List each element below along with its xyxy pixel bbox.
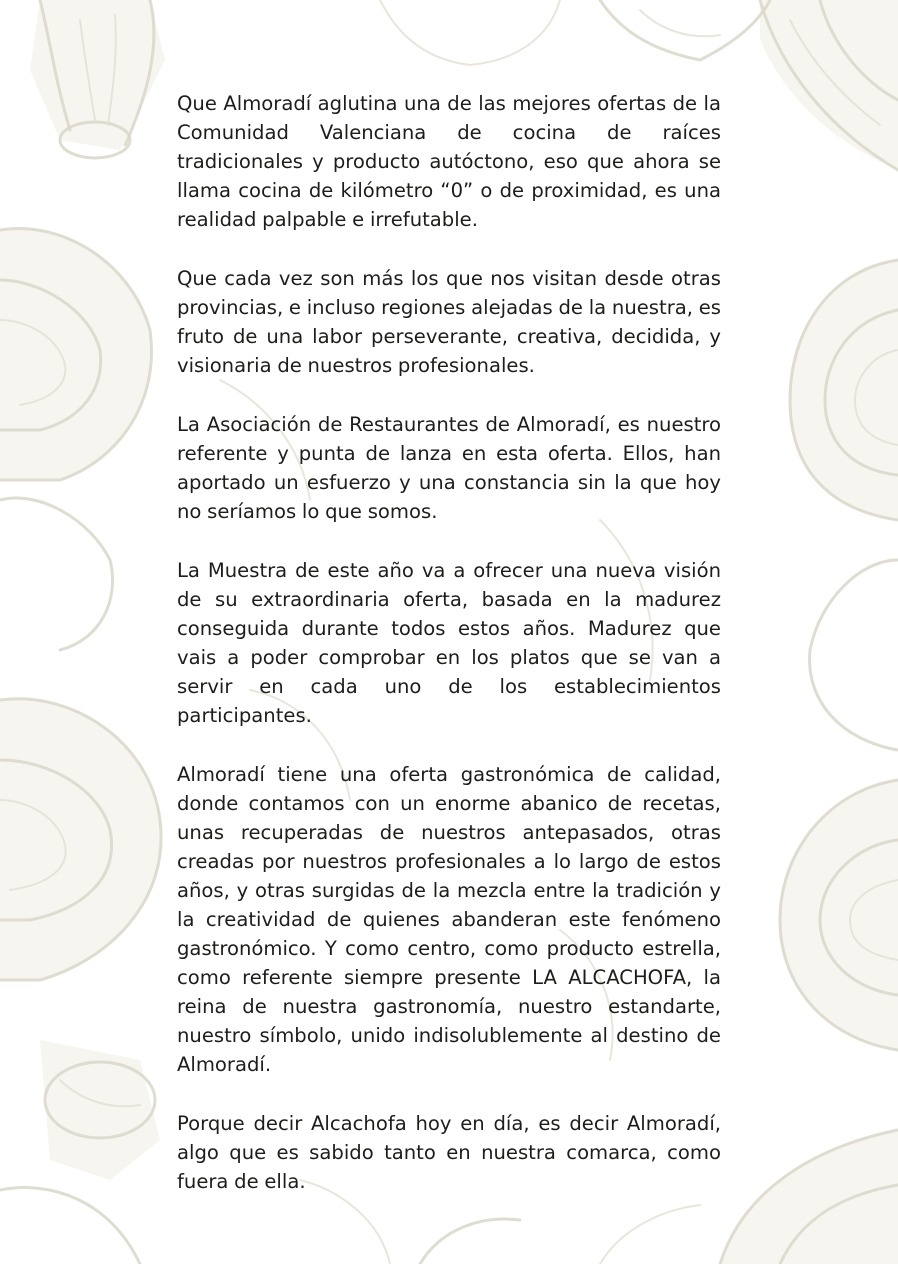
paragraph-association: La Asociación de Restaurantes de Almoradí, es nuestro referente y punta de lanza en esta oferta. Ellos, han aportado un esfuerzo y una constancia sin la que hoy no seríamos lo que somos.: [177, 413, 721, 523]
artichoke-head-lower-left: [0, 699, 161, 980]
artichoke-head-right: [790, 260, 898, 750]
paragraph-intro: Que Almoradí aglutina una de las mejores ofertas de la Comunidad Valenciana de cocina de raíces tradicionales y producto autóctono, eso que ahora se llama cocina de kilómetro “0” o de proximidad, es una realidad palpable e irrefutable.: [177, 92, 721, 231]
paragraph-offer: Almoradí tiene una oferta gastronómica de calidad, donde contamos con un enorme abanico de recetas, unas recuperadas de nuestros antepasados, otras creadas por nuestros profesionales a lo largo de estos años, y otras surgidas de la mezcla entre la tradición y la creatividad de quienes abanderan este fenómeno gastronómico. Y como centro, como producto estrella, como referente siempre presente LA ALCACHOFA, la reina de nuestra gastronomía, nuestro estandarte, nuestro símbolo, unido indisolublemente al destino de Almoradí.: [177, 763, 721, 1076]
artichoke-stem-top-left: [30, 0, 165, 158]
artichoke-head-left: [0, 228, 152, 650]
body-text: [177, 89, 721, 1226]
paragraph-closing: Porque decir Alcachofa hoy en día, es decir Almoradí, algo que es sabido tanto en nuestra comarca, como fuera de ella.: [177, 1112, 721, 1193]
paragraph-muestra: La Muestra de este año va a ofrecer una nueva visión de su extraordinaria oferta, basada en la madurez conseguida durante todos estos años. Madurez que vais a poder comprobar en los platos que se van a servir en cada uno de los establecimientos participantes.: [177, 559, 721, 727]
paragraph-visitors: Que cada vez son más los que nos visitan desde otras provincias, e incluso regiones alejadas de la nuestra, es fruto de una labor perseverante, creativa, decidida, y visionaria de nuestros profesionales.: [177, 267, 721, 377]
artichoke-head-lower-right: [780, 780, 898, 1050]
artichoke-stem-bottom-left: [0, 1040, 160, 1264]
